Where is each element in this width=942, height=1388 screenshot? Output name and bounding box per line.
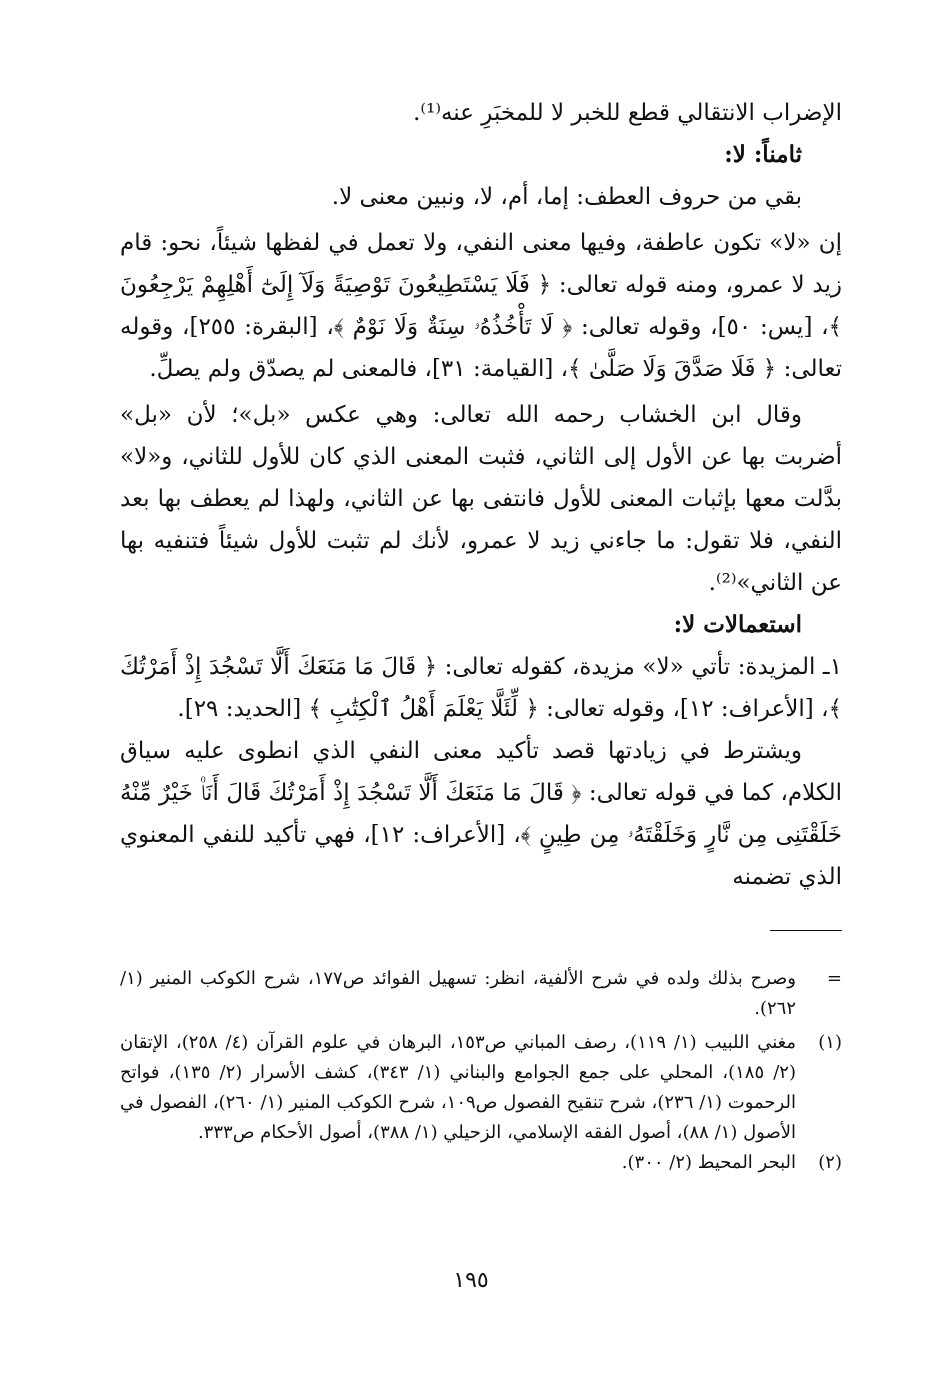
intro-line: الإضراب الانتقالي قطع للخبر لا للمخبَرِ عنه⁽¹⁾. bbox=[413, 100, 842, 126]
section-heading-eighth: ثامناً: لا: bbox=[724, 141, 802, 168]
footnote-item bbox=[120, 1028, 842, 1148]
footnote-item bbox=[120, 964, 842, 1024]
footnote-mark: (١) bbox=[818, 1032, 842, 1053]
footnote-item bbox=[120, 1148, 842, 1178]
footnotes bbox=[120, 964, 842, 1178]
footnote-separator bbox=[770, 930, 842, 931]
footnote-text: وصرح بذلك ولده في شرح الألفية، انظر: تسهيل الفوائد ص١٧٧، شرح الكوكب المنير (١/ ٢٦٢). bbox=[120, 968, 796, 1019]
footnote-text: مغني اللبيب (١/ ١١٩)، رصف المباني ص١٥٣، البرهان في علوم القرآن (٤/ ٢٥٨)، الإتقان (٢/ ١٨٥)، المحلي على جمع الجوامع والبناني (١/ ٣٤٣)، كشف الأسرار (٢/ ١٣٥)، فواتح الرحموت (١/ ٢٣٦)، شرح تنقيح الفصول ص١٠٩، شرح الكوكب المنير (١/ ٢٦٠)، الفصول في الأصول (١/ ٨٨)، أصول الفقه الإسلامي، الزحيلي (١/ ٣٨٨)، أصول الأحكام ص٣٣٣. bbox=[120, 1032, 796, 1143]
paragraph-la-definition: إن «لا» تكون عاطفة، وفيها معنى النفي، ولا تعمل في لفظها شيئاً، نحو: قام زيد لا عمرو، ومنه قوله تعالى: ﴿ فَلَا يَسْتَطِيعُونَ تَوْصِيَةً وَلَآ إِلَىٰٓ أَهْلِهِمْ يَرْجِعُونَ ﴾، [يس: ٥٠]، وقوله تعالى: ﴿ لَا تَأْخُذُهُۥ سِنَةٌ وَلَا نَوْمٌ ﴾، [البقرة: ٢٥٥]، وقوله تعالى: ﴿ فَلَا صَدَّقَ وَلَا صَلَّىٰ ﴾، [القيامة: ٣١]، فالمعنى لم يصدّق ولم يصلِّ. bbox=[120, 230, 843, 382]
paragraph-condition: ويشترط في زيادتها قصد تأكيد معنى النفي الذي انطوى عليه سياق الكلام، كما في قوله تعالى: ﴿ قَالَ مَا مَنَعَكَ أَلَّا تَسْجُدَ إِذْ أَمَرْتُكَ قَالَ أَنَا۠ خَيْرٌ مِّنْهُ خَلَقْتَنِى مِن نَّارٍ وَخَلَقْتَهُۥ مِن طِينٍ ﴾، [الأعراف: ١٢]، فهي تأكيد للنفي المعنوي الذي تضمنه bbox=[120, 738, 842, 890]
section-heading-uses: استعمالات لا: bbox=[673, 611, 802, 638]
paragraph-remaining: بقي من حروف العطف: إما، أم، لا، ونبين معنى لا. bbox=[331, 184, 802, 210]
footnote-text: البحر المحيط (٢/ ٣٠٠). bbox=[621, 1152, 796, 1173]
paragraph-ibn-khashab: وقال ابن الخشاب رحمه الله تعالى: وهي عكس «بل»؛ لأن «بل» أضربت بها عن الأول إلى الثاني، فثبت المعنى الذي كان للأول للثاني، و«لا» بدَّلت معها بإثبات المعنى للأول فانتفى بها عن الثاني، ولهذا لم يعطف بها بعد النفي، فلا تقول: ما جاءني زيد لا عمرو، لأنك لم تثبت للأول شيئاً فتنفيه بها عن الثاني»⁽²⁾. bbox=[120, 402, 842, 596]
footnote-mark: = bbox=[826, 968, 842, 989]
page-number: ١٩٥ bbox=[453, 1268, 489, 1293]
paragraph-zaida: ١ـ المزيدة: تأتي «لا» مزيدة، كقوله تعالى: ﴿ قَالَ مَا مَنَعَكَ أَلَّا تَسْجُدَ إِذْ أَمَرْتُكَ ﴾، [الأعراف: ١٢]، وقوله تعالى: ﴿ لِّئَلَّا يَعْلَمَ أَهْلُ ٱلْكِتَٰبِ ﴾ [الحديد: ٢٩]. bbox=[120, 654, 842, 722]
page-body bbox=[120, 92, 842, 1312]
footnote-mark: (٢) bbox=[818, 1152, 842, 1173]
